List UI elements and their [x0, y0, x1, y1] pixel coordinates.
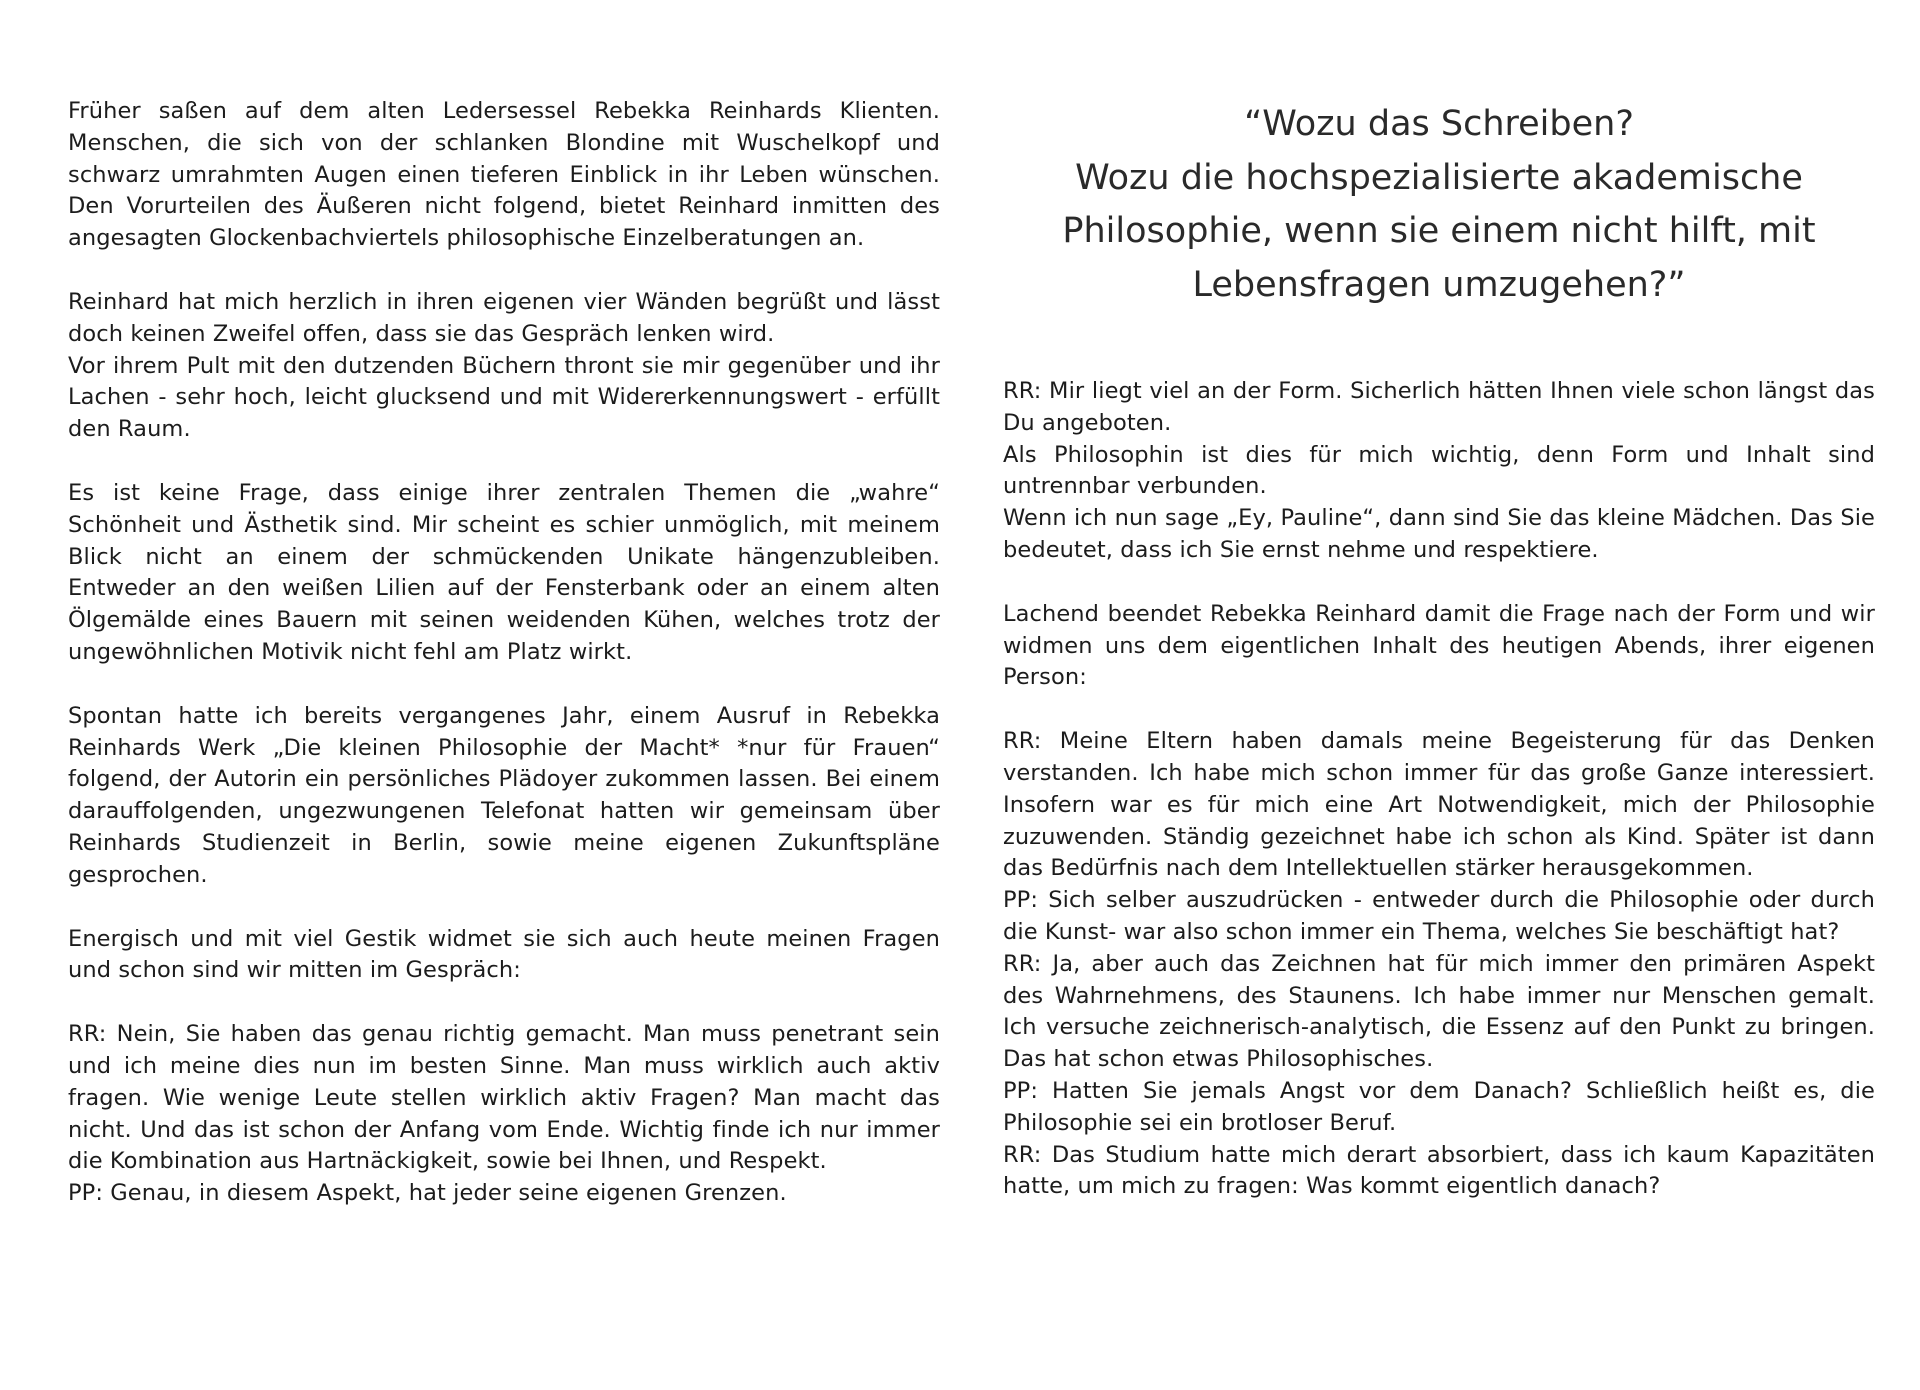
- pull-quote: [1003, 96, 1875, 312]
- interview-answer: RR: Nein, Sie haben das genau richtig gemacht. Man muss penetrant sein und ich meine dies nun im besten Sinne. Man muss wirklich auch aktiv fragen. Wie wenige Leute stellen wirklich aktiv Fragen? Man macht das nicht. Und das ist schon der Anfang vom Ende. Wichtig finde ich nur immer die Kombination aus Hartnäckigkeit, sowie bei Ihnen, und Respekt.: [68, 1021, 940, 1175]
- biography-paragraph: [1003, 726, 1875, 1203]
- paragraph-line: Früher saßen auf dem alten Ledersessel Rebekka Reinhards Klienten. Menschen, die sich von der schlanken Blondine mit Wuschelkopf und schwarz umrahmten Augen einen tieferen Einblick in ihr Leben wünschen. Den Vorurteilen des Äußeren nicht folgend, bietet Reinhard inmitten des angesagten Glockenbachviertels philosophische Einzelberatungen an.: [68, 98, 940, 252]
- paragraph-line: Energisch und mit viel Gestik widmet sie sich auch heute meinen Fragen und schon sind wir mitten im Gespräch:: [68, 925, 940, 984]
- left-column: [68, 96, 940, 1242]
- interview-answer: RR: Ja, aber auch das Zeichnen hat für mich immer den primären Aspekt des Wahrnehmens, des Staunens. Ich habe immer nur Menschen gemalt. Ich versuche zeichnerisch-analytisch, die Essenz auf den Punkt zu bringen. Das hat schon etwas Philosophisches.: [1003, 950, 1875, 1073]
- interview-question: PP: Sich selber auszudrücken - entweder durch die Philosophie oder durch die Kunst- war also schon immer ein Thema, welches Sie beschäftigt hat?: [1003, 887, 1875, 945]
- interview-answer: RR: Mir liegt viel an der Form. Sicherlich hätten Ihnen viele schon längst das Du angeboten.: [1003, 378, 1875, 436]
- form-paragraph: [1003, 376, 1875, 567]
- aesthetics-paragraph: [68, 478, 940, 669]
- interview-question: PP: Hatten Sie jemals Angst vor dem Danach? Schließlich heißt es, die Philosophie sei ein brotloser Beruf.: [1003, 1077, 1875, 1136]
- interview-answer: RR: Das Studium hatte mich derart absorbiert, dass ich kaum Kapazitäten hatte, um mich zu fragen: Was kommt eigentlich danach?: [1003, 1141, 1875, 1200]
- intro-paragraph: [68, 96, 940, 255]
- narration-paragraph: [1003, 599, 1875, 694]
- paragraph-line: Lachend beendet Rebekka Reinhard damit die Frage nach der Form und wir widmen uns dem eigentlichen Inhalt des heutigen Abends, ihrer eigenen Person:: [1003, 600, 1875, 691]
- interview-answer: Als Philosophin ist dies für mich wichtig, denn Form und Inhalt sind untrennbar verbunden.: [1003, 441, 1875, 500]
- paragraph-line: Vor ihrem Pult mit den dutzenden Büchern thront sie mir gegenüber und ihr Lachen - sehr hoch, leicht glucksend und mit Widererkennungswert - erfüllt den Raum.: [68, 352, 940, 443]
- quote-line: Wozu die hochspezialisierte akademische: [1075, 157, 1803, 198]
- interview-answer: RR: Meine Eltern haben damals meine Begeisterung für das Denken verstanden. Ich habe mich schon immer für das große Ganze interessiert. Insofern war es für mich eine Art Notwendigkeit, mich der Philosophie zuzuwenden. Ständig gezeichnet habe ich schon als Kind. Später ist dann das Bedürfnis nach dem Intellektuellen stärker herausgekommen.: [1003, 728, 1875, 882]
- right-column: [1003, 96, 1875, 1235]
- quote-line: Lebensfragen umzugehen?”: [1192, 264, 1686, 305]
- interview-question: PP: Genau, in diesem Aspekt, hat jeder seine eigenen Grenzen.: [68, 1180, 787, 1207]
- transition-paragraph: [68, 924, 940, 988]
- quote-line: Philosophie, wenn sie einem nicht hilft, mit: [1062, 211, 1816, 251]
- paragraph-line: Spontan hatte ich bereits vergangenes Jahr, einem Ausruf in Rebekka Reinhards Werk „Die kleinen Philosophie der Macht* *nur für Frauen“ folgend, der Autorin ein persönliches Plädoyer zukommen lassen. Bei einem darauffolgenden, ungezwungenen Telefonat hatten wir gemeinsam über Reinhards Studienzeit in Berlin, sowie meine eigenen Zukunftspläne gesprochen.: [68, 702, 940, 888]
- interview-paragraph: [68, 1019, 940, 1210]
- interview-answer: Wenn ich nun sage „Ey, Pauline“, dann sind Sie das kleine Mädchen. Das Sie bedeutet, dass ich Sie ernst nehme und respektiere.: [1003, 505, 1875, 563]
- paragraph-line: Reinhard hat mich herzlich in ihren eigenen vier Wänden begrüßt und lässt doch keinen Zweifel offen, dass sie das Gespräch lenken wird.: [68, 288, 940, 347]
- contact-paragraph: [68, 701, 940, 892]
- greeting-paragraph: [68, 287, 940, 446]
- quote-line: “Wozu das Schreiben?: [1244, 104, 1634, 144]
- paragraph-line: Es ist keine Frage, dass einige ihrer zentralen Themen die „wahre“ Schönheit und Ästhetik sind. Mir scheint es schier unmöglich, mit meinem Blick nicht an einem der schmückenden Unikate hängenzubleiben. Entweder an den weißen Lilien auf der Fensterbank oder an einem alten Ölgemälde eines Bauern mit seinen weidenden Kühen, welches trotz der ungewöhnlichen Motivik nicht fehl am Platz wirkt.: [68, 479, 940, 665]
